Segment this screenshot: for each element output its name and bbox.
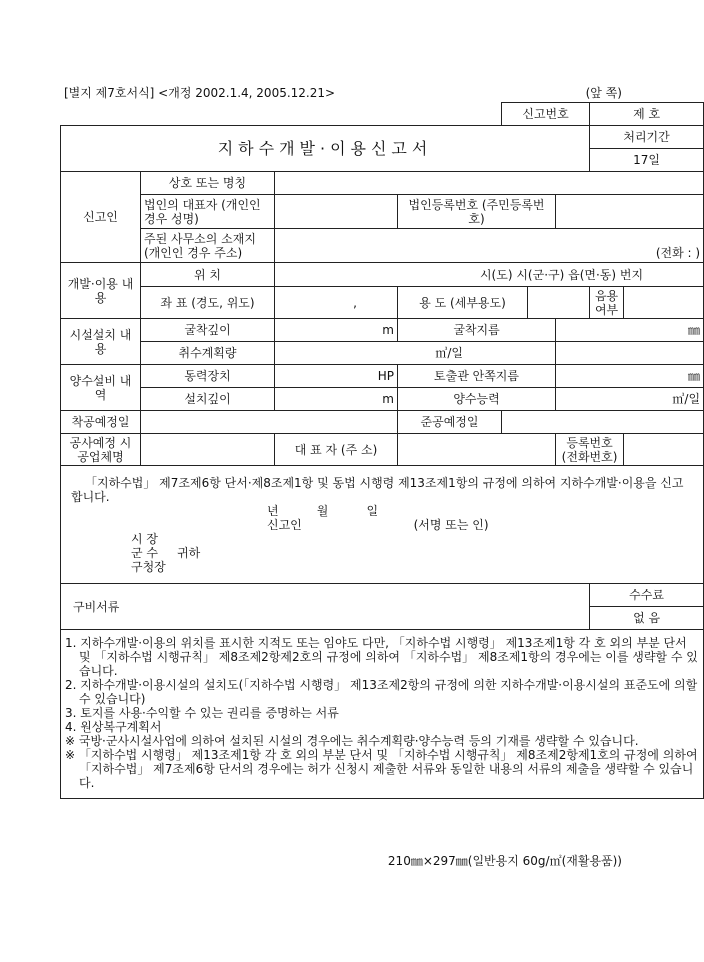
paper-spec-footer: 210㎜×297㎜(일반용지 60g/㎡(재활용품)) [387,854,622,868]
outlet-diameter-field[interactable] [556,365,704,388]
outlet-diameter-unit: ㎜ [688,369,701,383]
location-units: 시(도) 시(군·구) 읍(면·동) 번지 [479,267,644,282]
registration-number-label: 법인등록번호 (주민등록번호) [398,195,556,229]
end-date-field[interactable] [502,411,704,434]
receipt-number-label: 신고번호 [502,103,590,126]
pumping-capacity-field[interactable] [556,388,704,411]
start-date-field[interactable] [141,411,398,434]
company-name-field[interactable] [275,172,704,195]
end-date-label: 준공예정일 [398,411,502,434]
form-header [60,84,624,100]
office-address-field[interactable] [275,229,704,263]
power-field[interactable] [275,365,398,388]
office-address-label: 주된 사무소의 소재지 (개인인 경우 주소) [141,229,275,263]
declaration-applicant: 신고인 [267,517,302,532]
note-item: 1. 지하수개발·이용의 위치를 표시한 지적도 또는 임야도 다만, 「지하수법 시행령」 제13조제1항 각 호 외의 부분 단서 및 「지하수법 시행규칙」 제8조제2항제2호의 규정에 의하여 「지하수법」 제8조제1항의 경우에는 이를 생략할 수 있습니다. [65,636,698,678]
form-title: 지하수개발·이용신고서 [61,126,590,172]
addressee-district: 구청장 [131,559,166,574]
outlet-diameter-label: 토출관 안쪽지름 [398,365,556,388]
registration-number-field[interactable] [556,195,704,229]
drinking-label: 음용 여부 [590,287,624,319]
drilling-depth-label: 굴착깊이 [141,319,275,342]
contractor-reg-label: 등록번호 (전화번호) [556,434,624,466]
drilling-depth-unit: m [382,323,394,337]
documents-label: 구비서류 [61,584,590,630]
form-number: [별지 제7호서식] <개정 2002.1.4, 2005.12.21> [64,86,336,100]
pumping-capacity-label: 양수능력 [398,388,556,411]
note-item: 3. 토지를 사용·수익할 수 있는 권리를 증명하는 서류 [65,706,339,720]
declaration-text: 「지하수법」 제7조제6항 단서·제8조제1항 및 동법 시행령 제13조제1항의 규정에 의하여 지하수개발·이용을 신고합니다. [71,475,684,504]
install-depth-field[interactable] [275,388,398,411]
facility-section-label: 시설설치 내용 [61,319,141,365]
note-item: ※ 국방·군사시설사업에 의하여 설치된 시설의 경우에는 취수계획량·양수능력 등의 기재를 생략할 수 있습니다. [65,734,639,748]
coordinate-separator: , [353,295,357,310]
note-item: 2. 지하수개발·이용시설의 설치도(「지하수법 시행령」 제13조제2항의 규정에 의한 지하수개발·이용시설의 표준도에 의할 수 있습니다) [65,678,698,706]
fee-label: 수수료 [590,584,704,607]
applicant-section-label: 신고인 [61,172,141,263]
signature-label: (서명 또는 인) [413,517,489,532]
fee-value: 없 음 [590,607,704,630]
pumping-capacity-unit: ㎥/일 [672,392,701,406]
usage-field[interactable] [528,287,590,319]
drilling-diameter-field[interactable] [556,319,704,342]
usage-label: 용 도 (세부용도) [398,287,528,319]
location-field[interactable] [275,263,704,287]
power-unit-label: 동력장치 [141,365,275,388]
processing-period-label: 처리기간 [590,126,704,149]
note-item: ※ 「지하수법 시행령」 제13조제1항 각 호 외의 부분 단서 및 「지하수법 시행규칙」 제8조제2항제1호의 규정에 의하여 「지하수법」 제7조제6항 단서의 경우에는 허가 신청시 제출한 서류와 동일한 내용의 서류의 제출을 생략할 수 있습니다. [65,748,698,790]
install-depth-label: 설치깊이 [141,388,275,411]
receipt-number-value: 제 호 [590,103,704,126]
declaration-block [61,466,704,584]
contractor-rep-field[interactable] [398,434,556,466]
representative-field[interactable] [275,195,398,229]
intake-plan-label: 취수계획량 [141,342,275,365]
report-form [60,102,704,799]
addressee-county: 군 수 귀하 [131,545,201,560]
contractor-reg-field[interactable] [624,434,704,466]
intake-plan-unit: ㎥/일 [435,346,464,360]
coordinate-label: 좌 표 (경도, 위도) [141,287,275,319]
phone-label: (전화 : ) [655,246,701,260]
development-section-label: 개발·이용 내 용 [61,263,141,319]
coordinate-field[interactable] [275,287,398,319]
location-label: 위 치 [141,263,275,287]
addressee-mayor: 시 장 [131,531,158,546]
contractor-field[interactable] [141,434,275,466]
declaration-date: 년 월 일 [267,503,379,518]
power-unit: HP [377,369,394,383]
page-side: (앞 쪽) [585,86,622,100]
processing-period-value: 17일 [590,149,704,172]
drilling-diameter-unit: ㎜ [688,323,701,337]
drinking-field[interactable] [624,287,704,319]
drilling-depth-field[interactable] [275,319,398,342]
company-name-label: 상호 또는 명칭 [141,172,275,195]
pump-section-label: 양수설비 내역 [61,365,141,411]
contractor-label: 공사예정 시공업체명 [61,434,141,466]
intake-plan-field[interactable] [275,342,556,365]
install-depth-unit: m [382,392,394,406]
attachment-notes [61,630,704,799]
start-date-label: 착공예정일 [61,411,141,434]
representative-label: 법인의 대표자 (개인인 경우 성명) [141,195,275,229]
note-item: 4. 원상복구계획서 [65,720,162,734]
contractor-rep-label: 대 표 자 (주 소) [275,434,398,466]
drilling-diameter-label: 굴착지름 [398,319,556,342]
